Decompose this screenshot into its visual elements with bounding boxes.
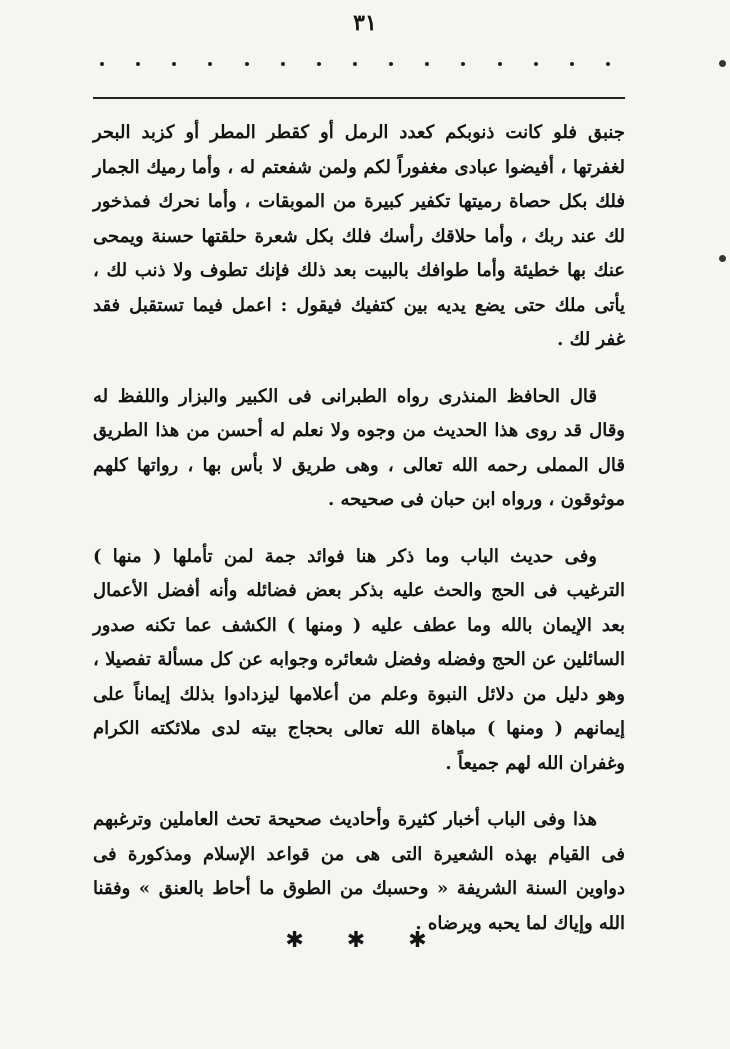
body-text xyxy=(93,116,625,941)
header-dot xyxy=(100,62,104,66)
paragraph: هذا وفى الباب أخبار كثيرة وأحاديث صحيحة تحث العاملين وترغبهم فى القيام بهذه الشعيرة التى هى من قواعد الإسلام ومذكورة فى دواوين السنة الشريفة « وحسبك من الطوق ما أحاط بالعنق » وفقنا الله وإياك لما يحبه ويرضاه . xyxy=(93,809,625,934)
paragraph: وفى حديث الباب وما ذكر هنا فوائد جمة لمن تأملها ( منها ) الترغيب فى الحج والحث عليه بذكر بعض فضائله وأنه أفضل الأعمال بعد الإيمان بالله وما عطف عليه ( ومنها ) الكشف عما تكنه صدور السائلين عن الحج وفضله وفضل شعائره وجوابه عن كل مسألة تفصيلا ، وهو دليل من دلائل النبوة وعلم من أعلامها ليزدادوا بذلك إيماناً على إيمانهم ( ومنها ) مباهاة الله تعالى بحجاج بيته لدى ملائكته الكرام وغفران الله لهم جميعاً . xyxy=(93,545,625,774)
paragraph: قال الحافظ المنذرى رواه الطبرانى فى الكبير والبزار واللفظ له وقال قد روى هذا الحديث من وجوه ولا نعلم له أحسن من هذا الطريق قال المملى رحمه الله تعالى ، وهى طريق لا بأس بها ، رواتها كلهم موثوقون ، ورواه ابن حبان فى صحيحه . xyxy=(93,385,625,510)
header-dot xyxy=(461,62,465,66)
header-dot xyxy=(172,62,176,66)
header-dot xyxy=(425,62,429,66)
margin-scan-mark xyxy=(719,255,726,262)
header-dot xyxy=(281,62,285,66)
dotted-header-ornament xyxy=(100,62,610,66)
header-dot xyxy=(570,62,574,66)
header-dot xyxy=(208,62,212,66)
page-number: ٣١ xyxy=(353,10,377,36)
header-dot xyxy=(245,62,249,66)
header-dot xyxy=(136,62,140,66)
header-dot xyxy=(389,62,393,66)
paragraph: جنبق فلو كانت ذنوبكم كعدد الرمل أو كقطر المطر أو كزبد البحر لغفرتها ، أفيضوا عبادى مغفوراً لكم ولمن شفعتم له ، وأما رميك الجمار فلك بكل حصاة رميتها تكفير كبيرة من الموبقات ، وأما نحرك فمذخور لك عند ربك ، وأما حلاقك رأسك فلك بكل شعرة حلقتها حسنة ويمحى عنك بها خطيئة وأما طوافك بالبيت بعد ذلك فإنك تطوف ولا ذنب لك ، يأتى ملك حتى يضع يديه بين كتفيك فيقول : اعمل فيما تستقبل فقد غفر لك . xyxy=(93,122,625,350)
header-dot xyxy=(317,62,321,66)
header-dot xyxy=(353,62,357,66)
margin-scan-mark xyxy=(719,60,726,67)
header-dot xyxy=(498,62,502,66)
header-dot xyxy=(534,62,538,66)
header-rule xyxy=(93,97,625,99)
header-dot xyxy=(606,62,610,66)
closing-ornament: ✱ ✱ ✱ xyxy=(285,928,445,953)
